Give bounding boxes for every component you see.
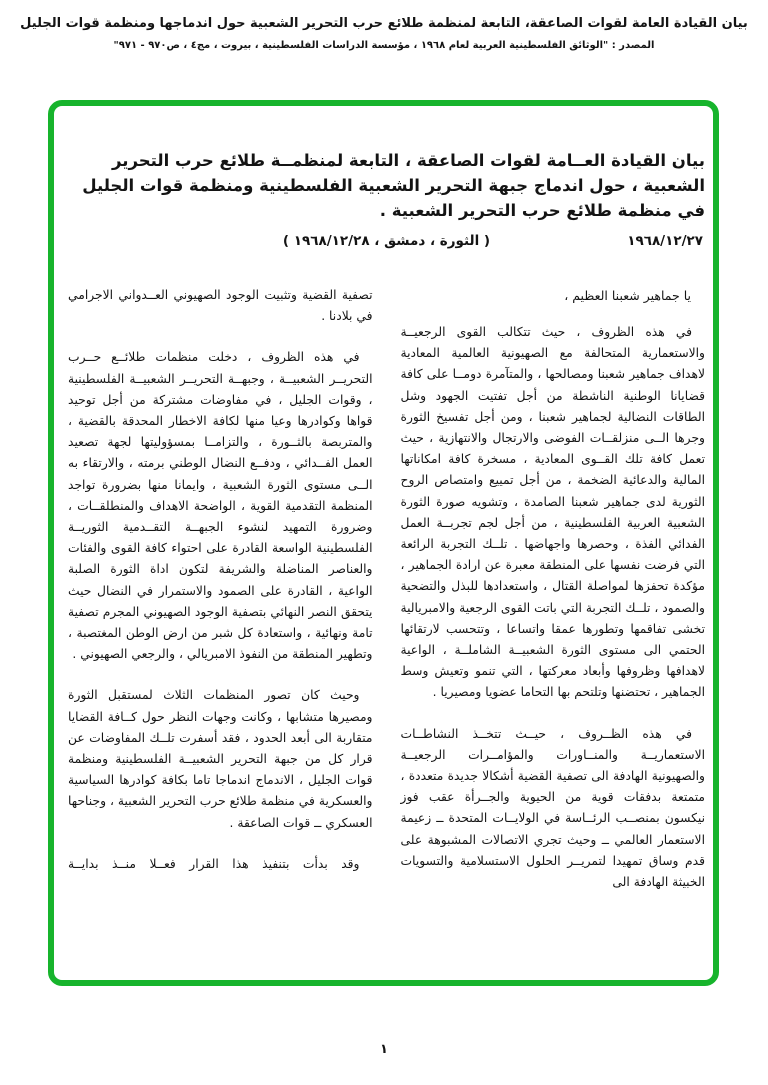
title-line-3: في منظمة طلائع حرب التحرير الشعبية . bbox=[379, 201, 705, 220]
date-line bbox=[68, 233, 705, 255]
paragraph: وقد بدأت بتنفيذ هذا القرار فعــلا منــذ بدايــة bbox=[68, 856, 360, 871]
document-body bbox=[54, 106, 713, 980]
document-date: ١٩٦٨/١٢/٢٧ bbox=[627, 233, 703, 249]
column-right bbox=[401, 285, 706, 893]
masthead-source-citation: المصدر : "الوثائق الفلسطينية العربية لعام ١٩٦٨ ، مؤسسة الدراسات الفلسطينية ، بيروت ، مج٤ ، ص٩٧٠ - ٩٧١" bbox=[113, 40, 655, 51]
paragraph: في هذه الظــروف ، حيــث تتخــذ النشاطــات الاستعماريــة والمنــاورات والمؤامــرات الرجعيــة والصهيونية الهادفة الى تصفية القضية أشكالا جديدة متعددة ، متمتعة بدفقات قوية من الحيوية والجــرأة عقب فوز نيكسون بمنصــب الرئــاسة في الولايــات المتحدة ــ زعيمة الاستعمار العالمي ــ وحيث تجري الاتصالات المشبوهة على قدم وساق تمهيدا لتمريــر الحلول الاستسلامية والتسويات الخبيثة الهادفة الى bbox=[400, 726, 705, 890]
column-left bbox=[68, 285, 373, 893]
page-number: ١ bbox=[380, 1042, 388, 1057]
paragraph: تصفية القضية وتثبيت الوجود الصهيوني العــدواني الاجرامي في بلادنا . bbox=[68, 288, 373, 324]
title-line-1: بيان القيادة العــامة لقوات الصاعقة ، التابعة لمنظمــة طلائع حرب التحرير bbox=[112, 151, 705, 170]
publication-note: ( الثورة ، دمشق ، ١٩٦٨/١٢/٢٨ ) bbox=[282, 233, 491, 249]
paragraph: في هذه الظروف ، حيث تتكالب القوى الرجعيــة والاستعمارية المتحالفة مع الصهيونية العالمية المعادية لاهداف جماهير شعبنا ومصالحها ، والمتآمرة دومــا على كافة قضايانا الوطنية الناشطة من أجل تفتيت الجهود وشل الطاقات النضالية لجماهير شعبنا ، ومن أجل تفسيخ الثورة وجرها الــى منزلقــات الفوضى والارتجال والانتهازية ، حيث تعمل كافة تلك القــوى المعادية ، مسخرة كافة امكاناتها المالية والدعائية الضخمة ، من أجل تمييع وامتصاص الروح الثورية لدى جماهير شعبنا الصامدة ، وتشويه صورة الثورة الشعبية العربية الفلسطينية ، من أجل لجم تجربــة العمل الفدائي الفذة ، وحصرها واجهاضها . تلــك التجربة الرائعة التي فرضت نفسها على المنطقة معبرة عن ارادة الجماهير ، مؤكدة تحفزها لمواصلة القتال ، واستعدادها للبذل والتضحية والصمود ، تلــك التجربة التي باتت القوى الرجعية والامبريالية تخشى تفاقمها وتطورها عمقا واتساعا ، وتتحسب لارتقائها الحتمي الى مستوى الثورة الشعبيــة الشاملــة ، الواعية لاهدافها وظروفها وأبعاد معركتها ، التي تنمو وتعيش وسط الجماهير ، تحتضنها وتلتحم بها التحاما عضويا ومصيريا . bbox=[400, 325, 705, 700]
document-frame bbox=[48, 100, 719, 986]
title-line-2: الشعبية ، حول اندماج جبهة التحرير الشعبية الفلسطينية ومنظمة قوات الجليل bbox=[82, 176, 705, 195]
two-column-text bbox=[68, 285, 705, 893]
masthead bbox=[0, 16, 768, 51]
document-title bbox=[68, 148, 705, 223]
salutation: يا جماهير شعبنا العظيم ، bbox=[564, 288, 691, 303]
masthead-title: بيان القيادة العامة لقوات الصاعقة، التابعة لمنظمة طلائع حرب التحرير الشعبية حول اندماجها ومنظمة قوات الجليل bbox=[20, 16, 748, 31]
paragraph: وحيث كان تصور المنظمات الثلاث لمستقبل الثورة ومصيرها متشابها ، وكانت وجهات النظر حول كــافة القضايا متقاربة الى أبعد الحدود ، فقد أسفرت تلــك المفاوضات عن قرار كل من جبهة التحرير الشعبيــة الفلسطينية ومنظمة قوات الجليل ، الاندماج اندماجا تاما بكافة كوادرها السياسية والعسكرية في منظمة طلائع حرب التحرير الشعبية ، وجناحها العسكري ــ قوات الصاعقة . bbox=[68, 688, 373, 830]
paragraph: في هذه الظروف ، دخلت منظمات طلائــع حــرب التحريــر الشعبيــة ، وجبهــة التحريــر الشعبيــة الفلسطينية ، وقوات الجليل ، في مفاوضات مشتركة من أجل توحيد قواها وكوادرها وعيا منها لكافة الاخطار المحدقة بالقضية ، والمتربصة بالثــورة ، والتزامــا بمسؤوليتها لجهة تصعيد العمل الفــدائي ، ودفــع النضال الوطني برمته ، والارتقاء به الــى مستوى الثورة الشعبية ، وايمانا منها بضرورة تواجد المنظمة التقدمية القوية ، الواضحة الاهداف والمنطلقــات ، وضرورة التمهيد لنشوء الجبهــة التقــدمية الثوريــة الفلسطينية الواسعة القادرة على احتواء كافة القوى والفئات والعناصر المناضلة والشريفة لتكون اداة الثورة الصلبة الواعية ، القادرة على الصمود والاستمرار في النضال حيث يتحقق النصر النهائي بتصفية الوجود الصهيوني المجرم تصفية تامة ونهائية ، واستعادة كل شبر من ارض الوطن المغتصبة ، وتطهير المنطقة من النفوذ الامبريالي ، والرجعي الصهيوني . bbox=[68, 350, 373, 662]
